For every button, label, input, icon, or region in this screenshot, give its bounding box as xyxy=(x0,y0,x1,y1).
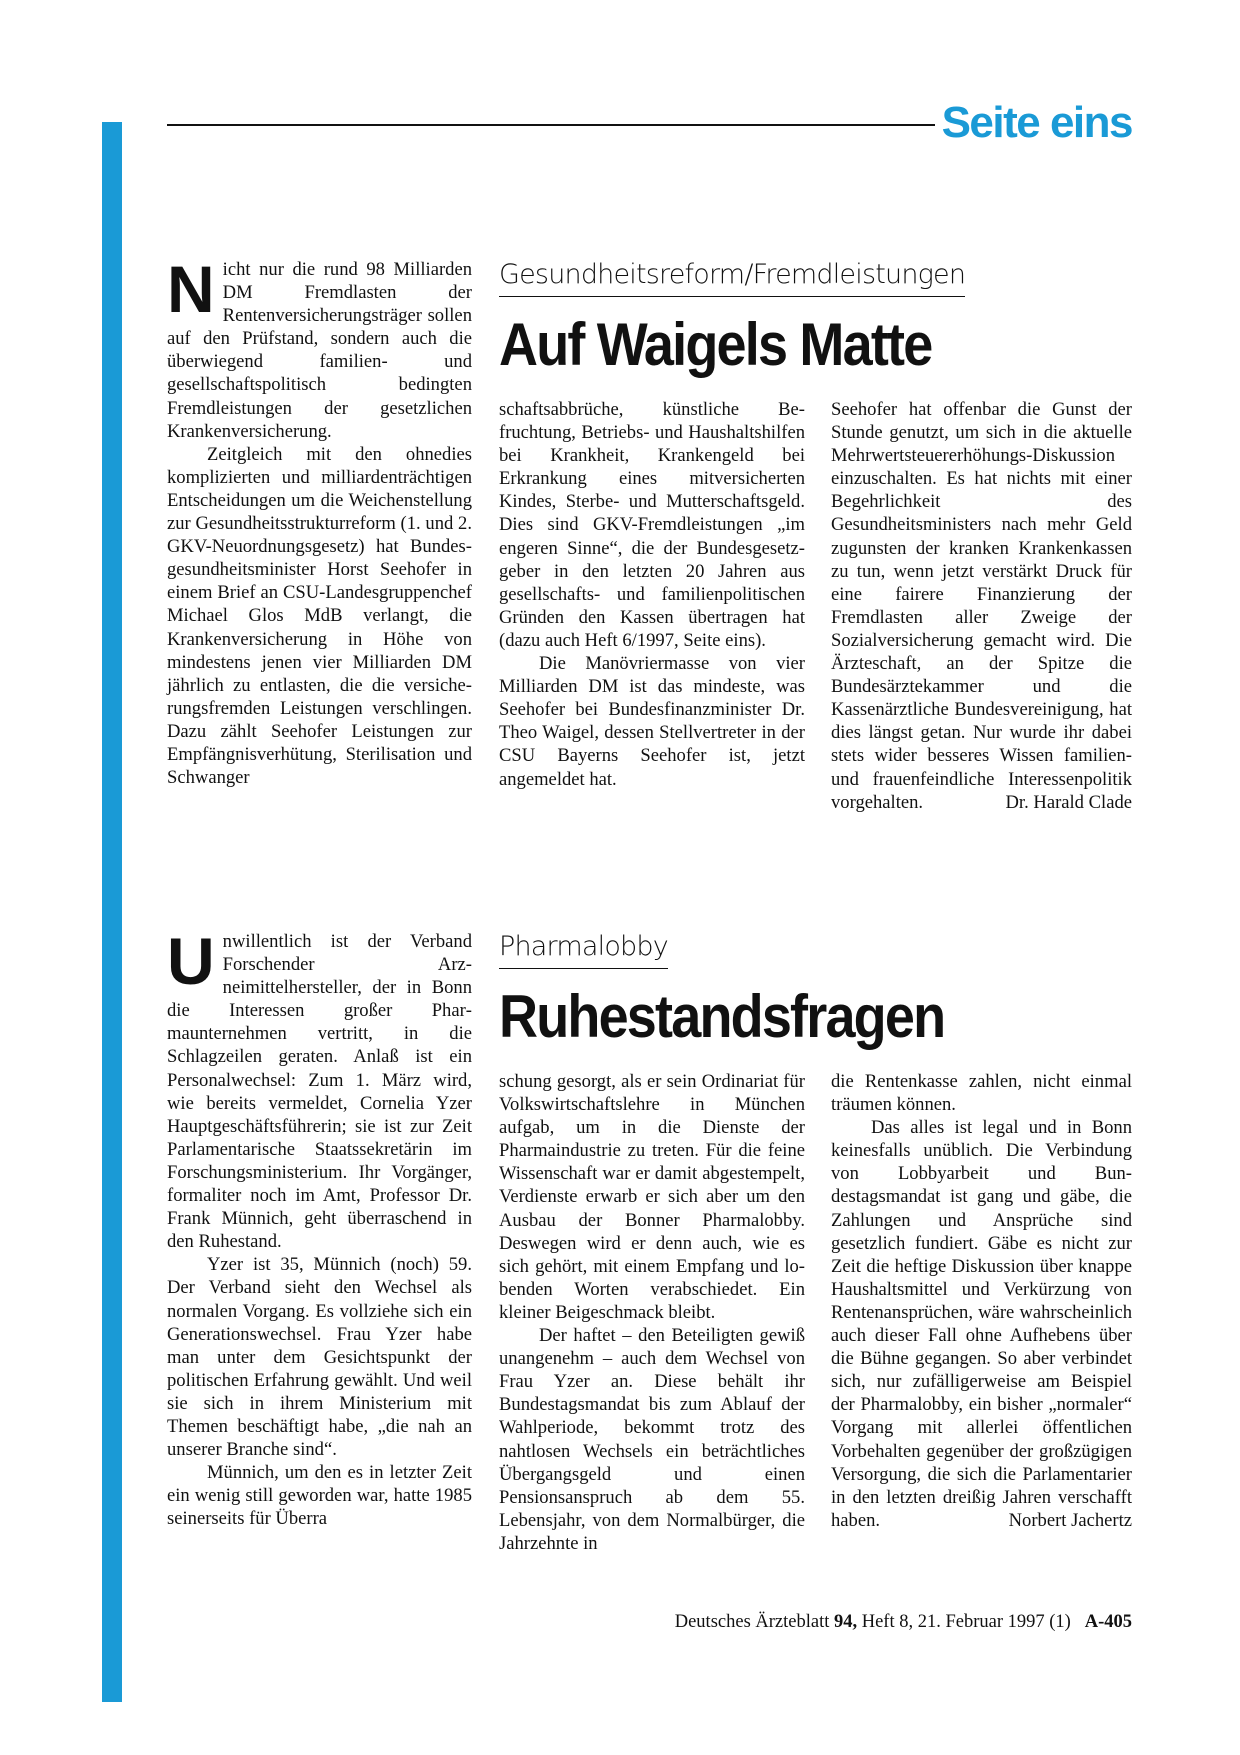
article-1-col3-p1-text: Seehofer hat offenbar die Gunst der Stunde genutzt, um sich in die aktuelle Mehrwertsteuererhöhungs-Diskussion einzuschalten. Es hat nichts mit einer Begehrlichkeit des Gesundheitsministers nach mehr Geld zugunsten der kranken Krankenkassen zu tun, wenn jetzt verstärkt Druck für eine fairere Finanzierung der Fremdlasten aller Zweige der Sozialversicherung gemacht wird. Die Ärzteschaft, an der Spitze die Bundesärztekammer und die Kassenärztliche Bundesvereinigung, hat dies längst getan. Nur wurde ihr dabei stets wider besseres Wissen familien- und frauenfeindliche Interessenpolitik vorgehalten. xyxy=(831,399,1132,813)
article-1-kicker: Gesundheitsreform/Fremdleistungen xyxy=(499,258,965,297)
article-1-col1-p2: Zeitgleich mit den ohnedies komplizierten und milliardenträchtigen Entscheidungen um die Weichenstellung zur Gesundheitsstrukturreform (1. und 2. GKV-Neuordnungsgesetz) hat Bundesgesundheitsminister Horst Seehofer in einem Brief an CSU-Landesgruppenchef Michael Glos MdB verlangt, die Krankenversicherung in Höhe von mindestens jenen vier Milliarden DM jährlich zu entlasten, die die versicherungsfremden Leistungen verschlingen. Dazu zählt Seehofer Leistungen zur Empfängnisverhütung, Sterilisation und Schwanger xyxy=(167,443,472,789)
article-2-col1-p1-text: nwillentlich ist der Verband Forschender Arzneimittelhersteller, der in Bonn die Interessen großer Pharmaunternehmen vertritt, in die Schlagzeilen geraten. Anlaß ist ein Personalwechsel: Zum 1. März wird, wie bereits vermeldet, Cornelia Yzer Hauptgeschäftsführerin; sie ist zur Zeit Parlamentarische Staatssekretärin im Forschungsministerium. Ihr Vorgänger, formaliter noch im Amt, Professor Dr. Frank Münnich, geht überraschend in den Ruhestand. xyxy=(167,931,472,1253)
article-2-column-3 xyxy=(831,1070,1132,1532)
article-2-col2-p1: schung gesorgt, als er sein Ordinariat für Volkswirtschaftslehre in München aufgab, um in die Dienste der Pharmaindustrie zu treten. Für die feine Wissenschaft war er damit abgestempelt, Verdienste erwarb er sich aber um den Ausbau der Bonner Pharmalobby. Deswegen wird er denn auch, wie es sich gehört, mit einem Empfang und lobenden Worten verabschiedet. Ein kleiner Beigeschmack bleibt. xyxy=(499,1071,805,1323)
header-rule xyxy=(167,124,935,126)
article-1-col2-p2: Die Manövriermasse von vier Milliarden DM ist das mindeste, was Seehofer bei Bundesfinanzminister Dr. Theo Waigel, dessen Stellvertreter in der CSU Bayerns Seehofer ist, jetzt angemeldet hat. xyxy=(499,653,805,790)
article-2-author: Norbert Jachertz xyxy=(1008,1509,1132,1531)
article-1-column-3 xyxy=(831,398,1132,814)
article-1-col2-p1: schaftsabbrüche, künstliche Befruchtung, Betriebs- und Haushaltshilfen bei Krankheit, Krankengeld bei Erkrankung eines mitversicherten Kindes, Sterbe- und Mutterschaftsgeld. Dies sind GKV-Fremdleistungen „im engeren Sinne“, die der Bundesgesetzgeber in den letzten 20 Jahren aus gesellschafts- und familienpolitischen Gründen den Kassen übertragen hat (dazu auch Heft 6/1997, Seite eins). xyxy=(499,399,805,651)
article-1-dropcap: N xyxy=(167,252,215,326)
article-2-col1-p3: Münnich, um den es in letzter Zeit ein wenig still geworden war, hatte 1985 seinerseits für Überra xyxy=(167,1462,472,1530)
footer-journal: Deutsches Ärzteblatt xyxy=(674,1612,830,1632)
footer-page-number: A-405 xyxy=(1084,1612,1132,1632)
article-2-col2-p2: Der haftet – den Beteiligten gewiß unangenehm – auch dem Wechsel von Frau Yzer an. Diese behält ihr Bundestagsmandat bis zum Ablauf der Wahlperiode, bekommt trotz des nahtlosen Wechsels ein beträchtliches Übergangsgeld und einen Pensionsanspruch ab dem 55. Lebensjahr, von dem Normalbürger, die Jahrzehnte in xyxy=(499,1325,805,1554)
article-1-column-2 xyxy=(499,398,805,791)
article-1 xyxy=(167,252,1132,858)
article-2-column-2 xyxy=(499,1070,805,1555)
article-1-headline: Auf Waigels Matte xyxy=(499,311,932,378)
section-title: Seite eins xyxy=(941,98,1132,147)
article-1-col3-p1 xyxy=(831,398,1132,814)
footer-issue: Heft 8, 21. Februar 1997 (1) xyxy=(861,1612,1071,1632)
article-2-headline: Ruhestandsfragen xyxy=(499,983,945,1050)
article-2-col3-p2-text: Das alles ist legal und in Bonn keinesfalls unüblich. Die Verbindung von Lobbyarbeit und Bundestagsmandat ist gang und gäbe, die Zahlungen und Ansprüche sind gesetzlich fundiert. Gäbe es nicht zur Zeit die heftige Diskussion über knappe Haushaltsmittel und Verkürzung von Rentenansprüchen, wäre wahrscheinlich auch dieser Fall ohne Aufhebens über die Bühne gegangen. So aber verbindet sich, nur zufälligerweise am Beispiel der Pharmalobby, ein bisher „normaler“ Vorgang mit allerlei öffentlichen Vorbehalten gegenüber der großzügigen Versorgung, die sich die Parlamentarier in den letzten dreißig Jahren verschafft haben. xyxy=(831,1117,1132,1531)
article-1-column-1 xyxy=(167,252,472,789)
article-2-dropcap: U xyxy=(167,924,215,998)
page-footer xyxy=(675,1610,1132,1634)
article-1-col1-p1 xyxy=(167,252,472,443)
footer-volume: 94, xyxy=(833,1612,858,1632)
article-2-col3-p2 xyxy=(831,1116,1132,1532)
article-2-column-1 xyxy=(167,924,472,1530)
article-1-col1-p1-text: icht nur die rund 98 Milliarden DM Fremdlasten der Rentenversicherungsträger sollen auf den Prüfstand, sondern auch die überwiegend familien- und gesellschaftspolitisch bedingten Fremdleistungen der gesetzlichen Krankenversicherung. xyxy=(167,259,472,442)
article-2-col1-p2: Yzer ist 35, Münnich (noch) 59. Der Verband sieht den Wechsel als normalen Vorgang. Es vollziehe sich ein Generationswechsel. Frau Yzer habe man unter dem Gesichtspunkt der politischen Erfahrung gewählt. Und weil sie sich in ihrem Ministerium mit Themen beschäftigt habe, „die nah an unserer Branche sind“. xyxy=(167,1254,472,1461)
article-2 xyxy=(167,924,1132,1600)
article-2-kicker: Pharmalobby xyxy=(499,930,668,969)
article-1-author: Dr. Harald Clade xyxy=(1005,791,1132,813)
article-2-col1-p1 xyxy=(167,924,472,1253)
article-2-col3-p1: die Rentenkasse zahlen, nicht einmal träumen können. xyxy=(831,1071,1132,1116)
accent-sidebar-bar xyxy=(102,122,122,1702)
